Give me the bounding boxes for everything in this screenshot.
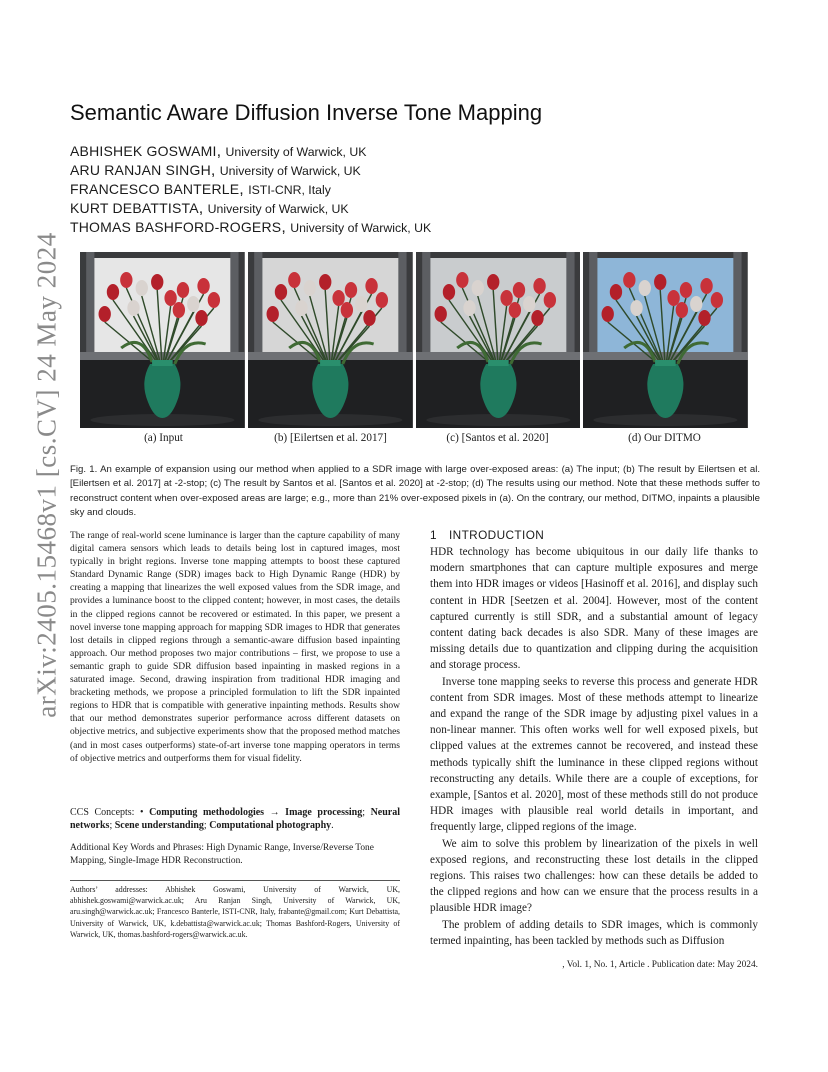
subcaption-a: (a) Input bbox=[144, 432, 183, 444]
author-name: KURT DEBATTISTA bbox=[70, 200, 199, 216]
author-name: ARU RANJAN SINGH bbox=[70, 162, 211, 178]
figure-1 bbox=[80, 252, 748, 428]
figure-panel-eilertsen bbox=[248, 252, 413, 428]
footnote-rule bbox=[70, 880, 400, 881]
figure-panel-santos bbox=[416, 252, 581, 428]
figure-panel-ditmo bbox=[583, 252, 748, 428]
subcaption-c: (c) [Santos et al. 2020] bbox=[446, 432, 549, 444]
page-footer: , Vol. 1, No. 1, Article . Publication date: May 2024. bbox=[562, 960, 758, 970]
author: ABHISHEK GOSWAMI, University of Warwick, UK bbox=[70, 143, 367, 160]
section-heading bbox=[430, 528, 544, 542]
figure-panel-input bbox=[80, 252, 245, 428]
author-name: FRANCESCO BANTERLE bbox=[70, 181, 240, 197]
ccs-concepts: CCS Concepts: • Computing methodologies → Image processing; Neural networks; Scene understanding; Computational photography. bbox=[70, 807, 401, 832]
author-affiliation: University of Warwick, UK bbox=[290, 221, 432, 235]
author-affiliation: University of Warwick, UK bbox=[207, 202, 349, 216]
author: THOMAS BASHFORD-ROGERS, University of Warwick, UK bbox=[70, 219, 432, 236]
author-name: ABHISHEK GOSWAMI bbox=[70, 143, 217, 159]
keywords: Additional Key Words and Phrases: High Dynamic Range, Inverse/Reverse Tone Mapping, Single-Image HDR Reconstruction. bbox=[70, 843, 374, 867]
author-addresses: Authors’ addresses: Abhishek Goswami, University of Warwick, UK, abhishek.goswami@warwick.ac.uk; Aru Ranjan Singh, University of Warwick, UK, aru.singh@warwick.ac.uk; Francesco Banterle, ISTI-CNR, Italy, frabante@gmail.com; Kurt Debattista, University of Warwick, UK, k.debattista@warwick.ac.uk; Thomas Bashford-Rogers, University of Warwick, UK, thomas.bashford-rogers@warwick.ac.uk. bbox=[70, 885, 400, 939]
author: KURT DEBATTISTA, University of Warwick, UK bbox=[70, 200, 349, 217]
author: ARU RANJAN SINGH, University of Warwick, UK bbox=[70, 162, 361, 179]
section-number: 1 bbox=[430, 528, 437, 542]
author-list bbox=[70, 142, 431, 237]
abstract: The range of real-world scene luminance is larger than the capture capability of many digital camera sensors which leads to details being lost in captured images, most typically in bright regions. Inverse tone mapping attempts to boost these captured Standard Dynamic Range (SDR) images back to High Dynamic Range (HDR) by creating a mapping that linearizes the well exposed values from the SDR image, and provides a luminance boost to the clipped content; however, in most cases, the details in the clipped regions cannot be recovered or estimated. In this paper, we present a novel inverse tone mapping approach for mapping SDR images to HDR that generates lost details in clipped regions through a semantic-aware diffusion based inpainting approach. Our method proposes two major contributions – first, we propose to use a semantic graph to guide SDR diffusion based inpainting in masked regions in a saturated image. Second, drawing inspiration from traditional HDR imaging and bracketing methods, we propose a principled formulation to lift the SDR inpainted regions to HDR that is compatible with generative inpainting methods. Results show that our method demonstrates superior performance across different datasets on objective metrics, and subjective experiments show that the proposed method matches (and in most cases outperforms) state-of-art inverse tone mapping operators in terms of objective metrics and outperforms them for visual fidelity. bbox=[70, 531, 400, 764]
author-affiliation: University of Warwick, UK bbox=[225, 145, 367, 159]
figure-caption: Fig. 1. An example of expansion using our method when applied to a SDR image with large over-exposed areas: (a) The input; (b) The result by Eilertsen et al. [Eilertsen et al. 2017] at -2-stop; (c) The result by Santos et al. [Santos et al. 2020] at -2-stop; (d) The results using our method. Note that these methods suffer to reconstruct content when over-exposed areas are large; e.g., more than 21% over-exposed pixels in (a). On the contrary, our method, DITMO, inpaints a plausible sky and clouds. bbox=[70, 464, 760, 518]
author: FRANCESCO BANTERLE, ISTI-CNR, Italy bbox=[70, 181, 331, 198]
subfigure-captions bbox=[80, 432, 748, 444]
subcaption-b: (b) [Eilertsen et al. 2017] bbox=[274, 432, 387, 444]
paragraph: Inverse tone mapping seeks to reverse this process and generate HDR content from SDR images. Most of these methods attempt to linearize and expand the range of the SDR image by adjusting pixel values in a non-linear manner. This often works well for well exposed pixels, but clipped values at the extremes cannot be recovered, and instead these methods typically shift the luminance in these clipped regions without reconstructing any details. While there are a couple of exceptions, for example, [Santos et al. 2020], most of these methods still do not produce HDR images with plausible real world details in important, and frequently large, clipped regions of the image. bbox=[430, 675, 758, 834]
paper-title: Semantic Aware Diffusion Inverse Tone Mapping bbox=[70, 100, 543, 125]
author-affiliation: ISTI-CNR, Italy bbox=[248, 183, 331, 197]
author-affiliation: University of Warwick, UK bbox=[219, 164, 361, 178]
introduction-body bbox=[430, 544, 758, 949]
paragraph: We aim to solve this problem by linearization of the pixels in well exposed regions, and reconstructing these lost details in the clipped regions. This raises two challenges: how can these details be added to the clipped regions and how can we ensure that the process results in a plausible HDR image? bbox=[430, 837, 758, 915]
paragraph: HDR technology has become ubiquitous in our daily life thanks to modern smartphones that can capture multiple exposures and merge them into HDR images or videos [Hasinoff et al. 2016], and display such content in HDR [Seetzen et al. 2004]. However, most of the content captured currently is still SDR, and a substantial amount of legacy content dating back decades is also SDR. Many of these images are missing details due to quantization and clipping during the acquisition and storage process. bbox=[430, 546, 758, 672]
subcaption-d: (d) Our DITMO bbox=[628, 432, 701, 444]
paragraph: The problem of adding details to SDR images, which is commonly termed inpainting, has been tackled by methods such as Diffusion bbox=[430, 918, 758, 947]
author-name: THOMAS BASHFORD-ROGERS bbox=[70, 219, 282, 235]
section-title: INTRODUCTION bbox=[448, 528, 545, 542]
